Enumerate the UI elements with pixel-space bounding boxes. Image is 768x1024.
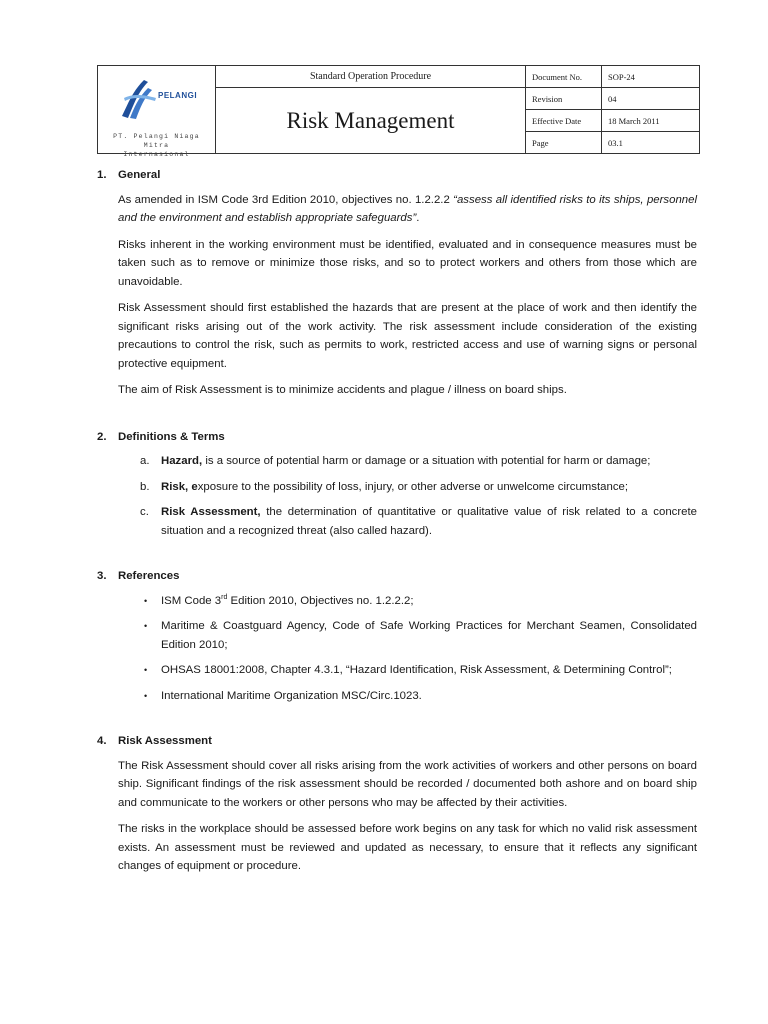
doc-no-label: Document No. bbox=[526, 66, 602, 88]
bullet-icon: • bbox=[144, 595, 148, 606]
page-value: 03.1 bbox=[602, 132, 700, 154]
document-title: Risk Management bbox=[216, 88, 526, 154]
page-label: Page bbox=[526, 132, 602, 154]
procedure-type: Standard Operation Procedure bbox=[216, 66, 526, 88]
company-logo-cell bbox=[98, 66, 216, 158]
list-item: • Maritime & Coastguard Agency, Code of Safe Working Practices for Merchant Seamen, Consolidated Edition 2010; bbox=[118, 617, 697, 654]
company-name: PT. Pelangi Niaga Mitra Internasional bbox=[113, 133, 200, 158]
bullet-icon: • bbox=[144, 621, 148, 631]
document-header bbox=[97, 65, 700, 158]
list-item: b. Risk, exposure to the possibility of loss, injury, or other adverse or unwelcome circumstance; bbox=[140, 480, 629, 493]
effective-date-value: 18 March 2011 bbox=[602, 110, 700, 132]
paragraph: The Risk Assessment should cover all risks arising from the work activities of workers and other persons on board ship. Significant findings of the risk assessment should be recorded / documented both ashore and on board ship and communicate to the workers or other persons who may be affected by their activities. bbox=[118, 759, 697, 809]
paragraph: The risks in the workplace should be assessed before work begins on any task for which no valid risk assessment exists. An assessment must be reviewed and updated as necessary, to ensure that it reflects any significant changes of equipment or procedure. bbox=[118, 823, 697, 872]
pelangi-logo-icon bbox=[118, 76, 158, 122]
paragraph: Risk Assessment should first established the hazards that are present at the place of work and then identify the significant risks arising out of the work activity. The risk assessment include consideration of the existing precautions to control the risk, such as permits to work, restricted access and use of warning signs or personal protective equipment. bbox=[118, 302, 697, 370]
section-heading: 1. General bbox=[97, 169, 161, 181]
document-body bbox=[97, 166, 697, 884]
effective-date-label: Effective Date bbox=[526, 110, 602, 132]
list-item: • OHSAS 18001:2008, Chapter 4.3.1, “Hazard Identification, Risk Assessment, & Determining Control”; bbox=[118, 661, 697, 680]
bullet-icon: • bbox=[144, 665, 148, 675]
section-heading: 3. References bbox=[97, 570, 180, 582]
references-list bbox=[118, 592, 697, 706]
list-item: c. Risk Assessment, the determination of quantitative or qualitative value of risk related to a concrete situation and a recognized threat (also called hazard). bbox=[140, 506, 697, 537]
revision-label: Revision bbox=[526, 88, 602, 110]
list-item: a. Hazard, is a source of potential harm or damage or a situation with potential for harm or damage; bbox=[140, 455, 651, 467]
definitions-list bbox=[118, 452, 697, 540]
bullet-icon: • bbox=[144, 690, 148, 701]
paragraph: As amended in ISM Code 3rd Edition 2010, objectives no. 1.2.2.2 “assess all identified risks to its ships, personnel and the environment and establish appropriate safeguards”. bbox=[118, 193, 697, 224]
list-item: • International Maritime Organization MSC/Circ.1023. bbox=[118, 687, 697, 706]
revision-value: 04 bbox=[602, 88, 700, 110]
logo-wordmark: PELANGI bbox=[158, 91, 198, 100]
list-item: • ISM Code 3rd Edition 2010, Objectives no. 1.2.2.2; bbox=[118, 592, 697, 611]
paragraph: Risks inherent in the working environment must be identified, evaluated and in consequence measures must be taken such as to remove or minimize those risks, and so to protect workers and others from those which are unavoidable. bbox=[118, 238, 697, 288]
paragraph: The aim of Risk Assessment is to minimize accidents and plague / illness on board ships. bbox=[118, 384, 567, 396]
section-heading: 4. Risk Assessment bbox=[97, 735, 212, 747]
section-heading: 2. Definitions & Terms bbox=[97, 430, 225, 443]
doc-no-value: SOP-24 bbox=[602, 66, 700, 88]
